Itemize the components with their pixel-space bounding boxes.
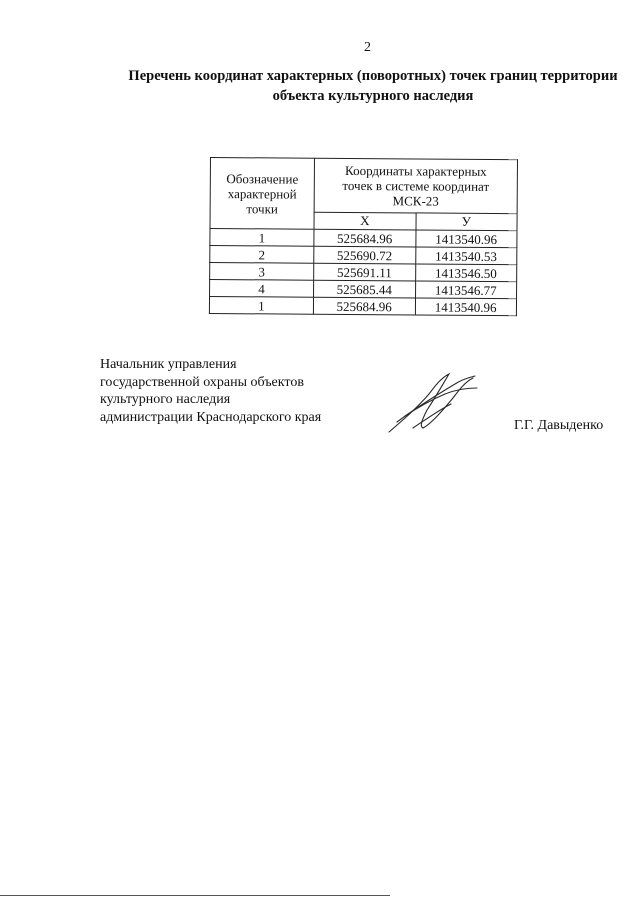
header-coords-line: МСК-23	[392, 193, 439, 209]
signatory-position-line: администрации Краснодарского края	[100, 409, 322, 425]
table-row	[210, 246, 517, 265]
header-coords-line: Координаты характерных	[345, 162, 487, 179]
handwritten-signature	[383, 370, 483, 436]
header-y: У	[415, 213, 517, 231]
coordinates-table	[209, 157, 518, 316]
signatory-position-line: государственной охраны объектов	[100, 374, 304, 390]
cell-point: 2	[210, 246, 314, 264]
table-row	[209, 297, 516, 316]
bottom-divider	[0, 895, 390, 896]
cell-point: 1	[210, 229, 314, 247]
header-x: X	[314, 212, 416, 230]
cell-x: 525685.44	[314, 280, 416, 298]
cell-x: 525684.96	[314, 229, 416, 247]
table-row	[210, 263, 517, 282]
header-designation-line: характерной	[227, 185, 297, 202]
cell-y: 1413540.96	[415, 298, 517, 316]
table-row	[210, 229, 517, 248]
cell-y: 1413540.53	[415, 247, 517, 265]
header-coordinates-msk23	[314, 158, 517, 213]
signatory-position-line: Начальник управления	[100, 357, 237, 372]
signatory-position	[100, 356, 321, 426]
cell-y: 1413546.50	[415, 264, 517, 282]
header-coords-line: точек в системе координат	[342, 177, 490, 194]
document-title-line-2: объекта культурного наследия	[272, 88, 474, 104]
header-designation-line: Обозначение	[226, 170, 299, 187]
signatory-name: Г.Г. Давыденко	[514, 418, 604, 433]
cell-y: 1413540.96	[415, 230, 517, 248]
document-title	[108, 66, 638, 106]
header-designation-line: точки	[246, 200, 278, 216]
signatory-position-line: культурного наследия	[100, 392, 231, 407]
cell-x: 525690.72	[314, 246, 416, 264]
cell-x: 525691.11	[314, 263, 416, 281]
cell-point: 4	[210, 280, 314, 298]
cell-point: 3	[210, 263, 314, 281]
table-row	[210, 280, 517, 299]
document-title-line-1: Перечень координат характерных (поворотных) точек границ территории	[128, 68, 618, 84]
cell-y: 1413546.77	[415, 281, 517, 299]
cell-x: 525684.96	[313, 297, 415, 315]
page-number: 2	[364, 40, 371, 55]
cell-point: 1	[209, 297, 313, 315]
header-point-designation	[210, 158, 314, 230]
